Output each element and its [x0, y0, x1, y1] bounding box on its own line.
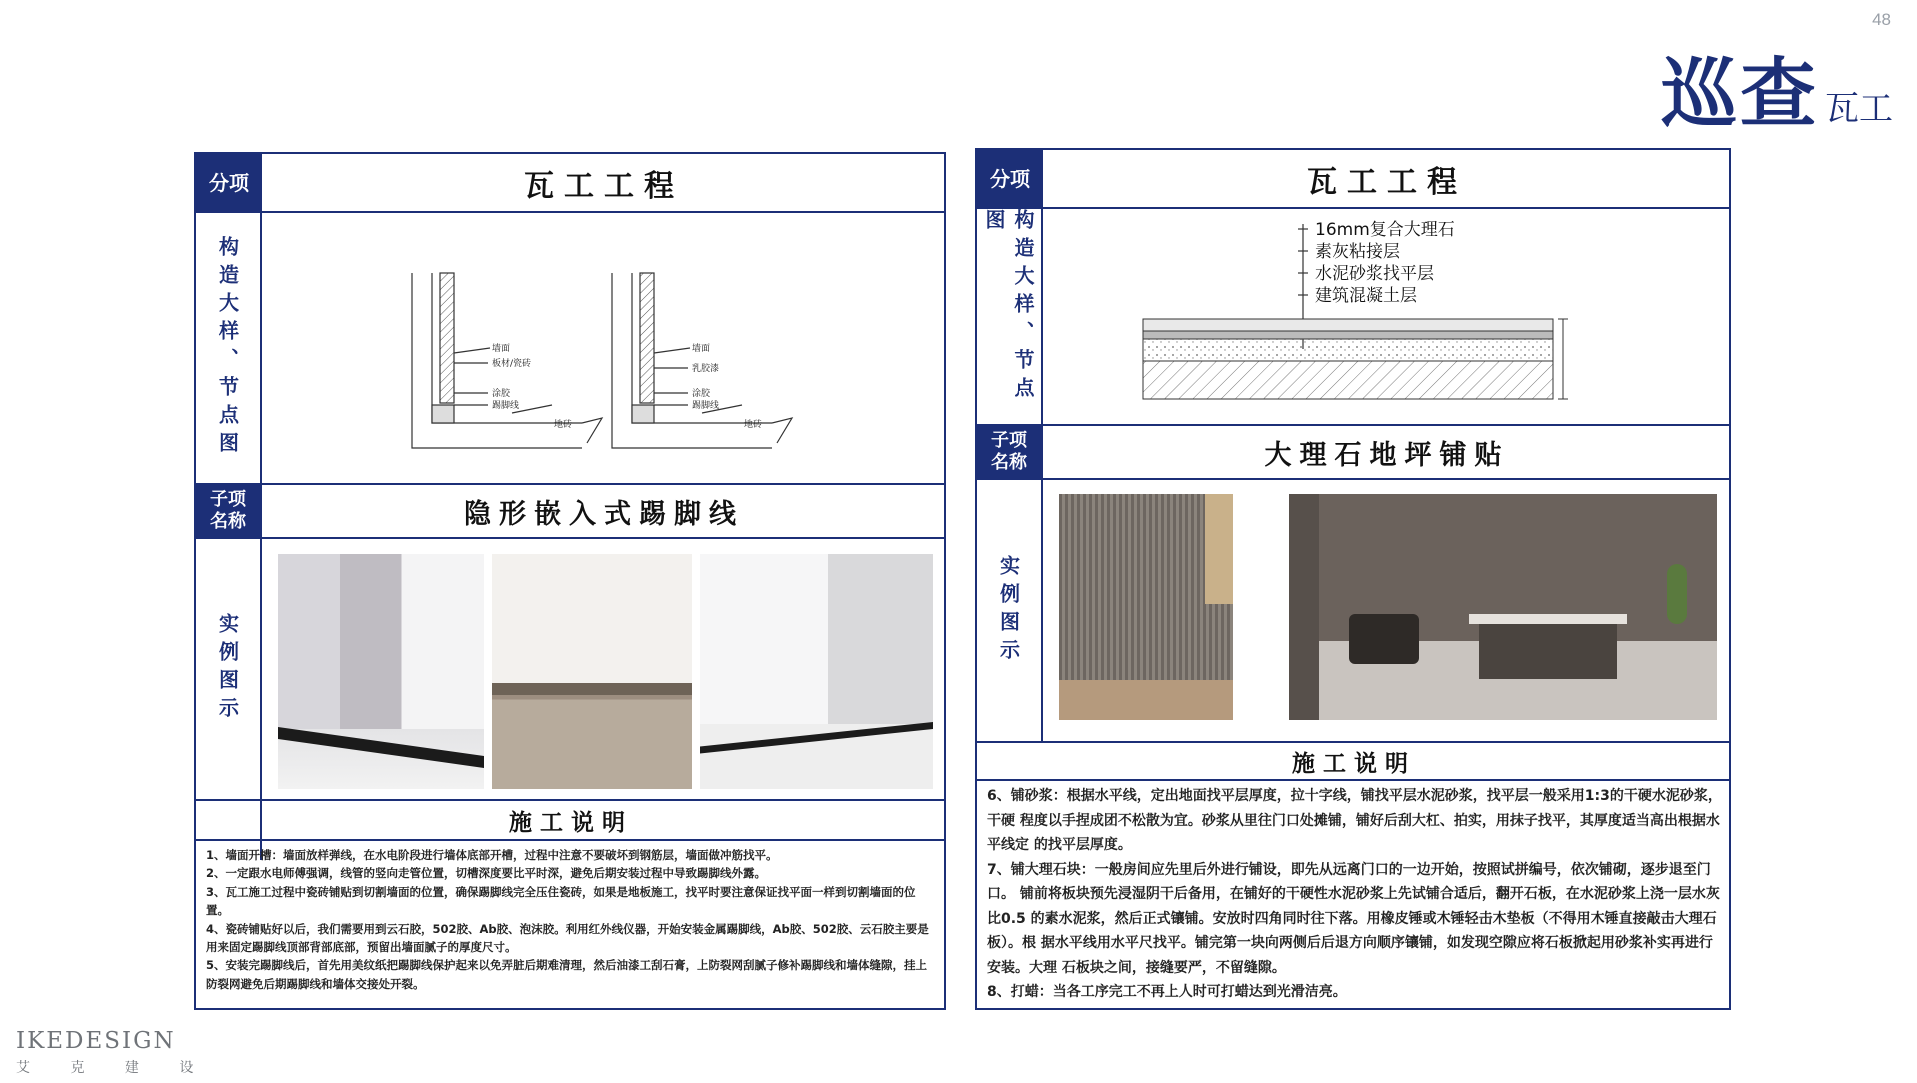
left-dl-a-3: 踢脚线: [492, 401, 520, 411]
left-card: [194, 152, 946, 1010]
left-note-2: 2、一定跟水电师傅强调，线管的竖向走管位置，切槽深度要比平时深，避免后期安装过程中导致踢脚线外露。: [206, 866, 766, 881]
left-photo-1: [278, 554, 484, 789]
right-sub-title: 大理石地坪铺贴: [1264, 439, 1510, 471]
right-divider-5: [977, 779, 1731, 781]
left-notes: [206, 846, 936, 993]
brand-logo: [16, 1030, 211, 1077]
left-dl-b-4: 地砖: [744, 420, 763, 430]
right-category-label-text: 分项: [990, 166, 1030, 191]
left-dl-a-0: 墙面: [492, 344, 511, 354]
left-divider-5: [196, 839, 946, 841]
left-sub-label: [196, 485, 260, 537]
brand-name-cn: 艾 克 建 设: [16, 1060, 212, 1076]
left-photo-2: [492, 554, 692, 789]
left-category-label: [196, 154, 262, 211]
page-number: 48: [1872, 10, 1891, 29]
right-sub-label: [977, 426, 1041, 478]
left-note-5: 5、安装完踢脚线后，首先用美纹纸把踢脚线保护起来以免弄脏后期难清理，然后油漆工刮石膏，上防裂网刮腻子修补踢脚线和墙体缝隙，挂上防裂网避免后期踢脚线和墙体交接处开裂。: [206, 958, 927, 991]
right-notes: [987, 784, 1722, 1005]
left-dl-a-2: 涂胶: [492, 389, 511, 399]
right-example-label: [977, 480, 1041, 742]
left-detail-diagram: [262, 213, 946, 483]
left-dl-a-4: 地砖: [554, 420, 573, 430]
right-layer-1: 素灰粘接层: [1315, 242, 1400, 262]
right-card: [975, 148, 1731, 1010]
right-sub-label-text: 子项名称: [991, 430, 1027, 473]
left-note-1: 1、墙面开槽：墙面放样弹线，在水电阶段进行墙体底部开槽，过程中注意不要破坏到钢筋层，墙面做冲筋找平。: [206, 848, 778, 862]
left-sub-title: 隐形嵌入式踢脚线: [464, 498, 744, 530]
right-layer-2: 水泥砂浆找平层: [1315, 264, 1434, 284]
right-example-label-text: 实例图示: [996, 555, 1021, 667]
right-notes-title: 施工说明: [1292, 750, 1416, 777]
left-dl-b-2: 涂胶: [692, 389, 711, 399]
right-note-6: 6、铺砂浆：根据水平线，定出地面找平层厚度，拉十字线，铺找平层水泥砂浆，找平层一般采用1:3的干硬水泥砂浆，干硬 程度以手捏成团不松散为宜。砂浆从里往门口处摊铺，铺好后刮大杠、拍实，用抹子找平，其厚度适当高出根据水平线定 的找平层厚度。: [987, 788, 1722, 853]
right-category-label: [977, 150, 1043, 207]
right-detail-diagram: [1043, 209, 1731, 424]
right-detail-label: [977, 209, 1041, 424]
left-dl-b-3: 踢脚线: [692, 401, 720, 411]
right-detail-label-text: 构造大样、节点图: [982, 209, 1035, 405]
right-note-8: 8、打蜡：当各工序完工不再上人时可打蜡达到光滑洁亮。: [987, 984, 1347, 1000]
title-sub: 瓦工: [1825, 89, 1893, 129]
right-note-7: 7、铺大理石块：一般房间应先里后外进行铺设，即先从远离门口的一边开始，按照试拼编号，依次铺砌，逐步退至门口。 铺前将板块预先浸湿阴干后备用，在铺好的干硬性水泥砂浆上先试铺合适后，翻开石板，在水泥砂浆上浇一层水灰比0.5 的素水泥浆，然后正式镶铺。安放时四角同时往下落。用橡皮锤或木锤轻击木垫板（不得用木锤直接敲击大理石板）。根 据水平线用水平尺找平。铺完第一块向两侧后后退方向顺序镶铺，如发现空隙应将石板掀起用砂浆补实再进行安装。大理 石板块之间，接缝要严，不留缝隙。: [987, 861, 1720, 976]
left-category-label-text: 分项: [209, 170, 249, 195]
left-dl-b-0: 墙面: [692, 344, 711, 354]
left-example-label-text: 实例图示: [215, 613, 240, 725]
right-divider-3: [977, 478, 1731, 480]
right-photo-2: [1289, 494, 1717, 720]
left-detail-label: [196, 213, 260, 483]
left-note-3: 3、瓦工施工过程中瓷砖铺贴到切割墙面的位置，确保踢脚线完全压住瓷砖，如果是地板施工，找平时要注意保证找平面一样到切割墙面的位置。: [206, 884, 916, 918]
brand-name-en: IKEDESIGN: [16, 1028, 176, 1054]
left-dl-a-1: 板材/瓷砖: [492, 359, 532, 369]
right-layer-3: 建筑混凝土层: [1315, 286, 1417, 306]
right-layer-0: 16mm复合大理石: [1315, 220, 1455, 240]
left-category-title: 瓦工工程: [524, 168, 684, 204]
left-sub-label-text: 子项名称: [210, 489, 246, 532]
left-dl-b-1: 乳胶漆: [692, 364, 720, 374]
title-main: 巡查: [1661, 49, 1819, 138]
left-detail-label-text: 构造大样、节点图: [215, 236, 240, 460]
right-photo-1: [1059, 494, 1233, 720]
left-divider-3: [196, 537, 946, 539]
left-example-label: [196, 539, 260, 799]
page-title: [1661, 49, 1893, 138]
right-category-title: 瓦工工程: [1307, 164, 1467, 200]
left-photo-3: [700, 554, 933, 789]
left-notes-title: 施工说明: [509, 809, 633, 836]
left-note-4: 4、瓷砖铺贴好以后，我们需要用到云石胶，502胶、Ab胶、泡沫胶。利用红外线仪器，开始安装金属踢脚线，Ab胶、502胶、云石胶主要是用来固定踢脚线顶部背部底部，预留出墙面腻子的厚度尺寸。: [206, 921, 929, 954]
